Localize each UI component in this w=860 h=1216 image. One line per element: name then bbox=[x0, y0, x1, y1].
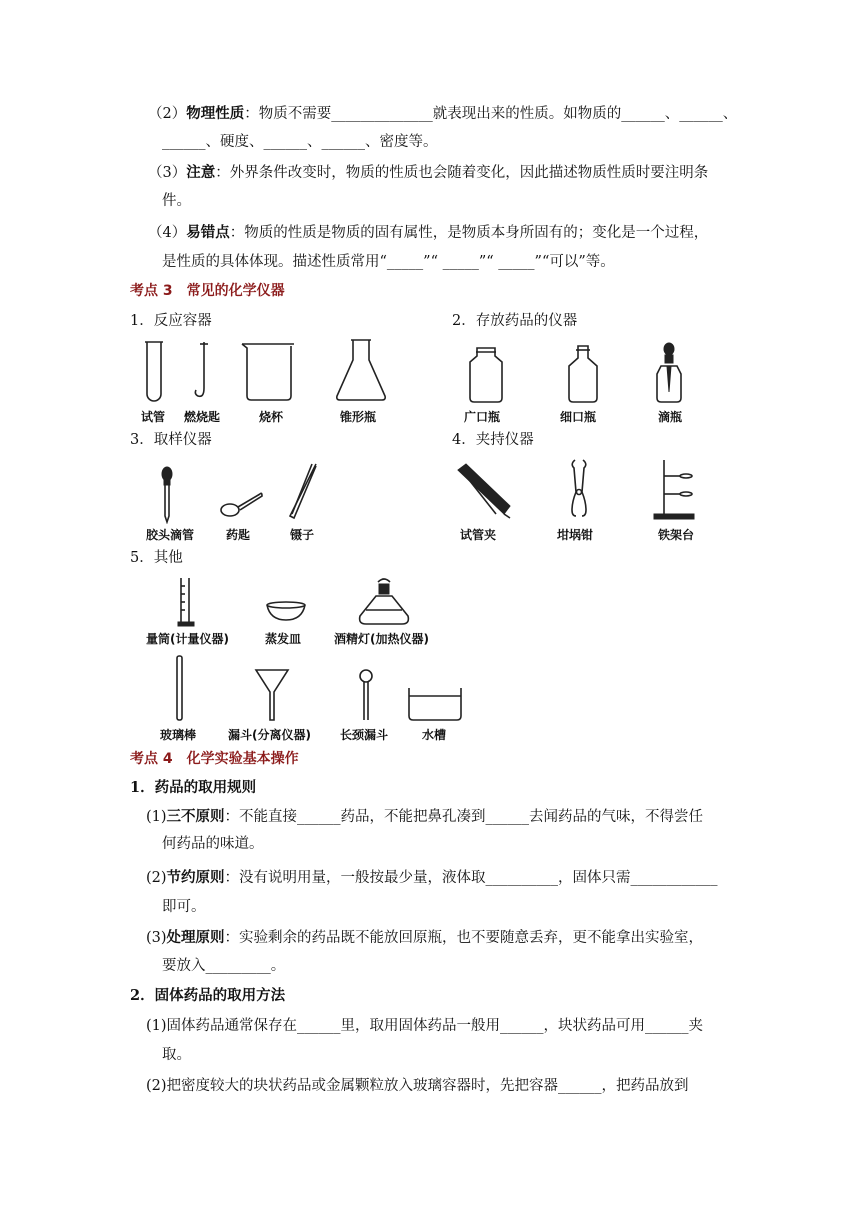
graduated-cylinder-icon bbox=[176, 576, 196, 628]
label-test-tube: 试管 bbox=[141, 410, 166, 424]
para-pitfall: （4）易错点：物质的性质是物质的固有属性，是物质本身所固有的；变化是一个过程， bbox=[148, 224, 709, 241]
group-heading-sampling: 3．取样仪器 bbox=[130, 432, 212, 448]
keyword: 注意 bbox=[186, 164, 216, 181]
funnel-icon bbox=[254, 666, 290, 722]
wide-mouth-bottle-icon bbox=[466, 346, 506, 404]
glass-rod-icon bbox=[172, 654, 188, 722]
keyword: 节约原则 bbox=[166, 869, 225, 886]
para-note: （3）注意：外界条件改变时，物质的性质也会随着变化，因此描述物质性质时要注明条 bbox=[148, 164, 709, 181]
para-pitfall-cont: 是性质的具体体现。描述性质常用“_____”“ _____”“ _____”“可以”等。 bbox=[162, 254, 615, 270]
label-long-neck-funnel: 长颈漏斗 bbox=[340, 728, 389, 742]
label-funnel: 漏斗(分离仪器) bbox=[228, 728, 311, 742]
rubber-dropper-icon bbox=[156, 466, 178, 524]
rule-disposal: (3)处理原则：实验剩余的药品既不能放回原瓶，也不要随意丢弃，更不能拿出实验室， bbox=[146, 929, 704, 946]
rule-economy-cont: 即可。 bbox=[162, 899, 206, 915]
group-heading-other: 5．其他 bbox=[130, 550, 183, 566]
keyword: 物理性质 bbox=[186, 105, 245, 122]
label-test-tube-clamp: 试管夹 bbox=[460, 528, 497, 542]
crucible-tongs-icon bbox=[564, 458, 594, 520]
label-wide-mouth-bottle: 广口瓶 bbox=[464, 410, 501, 424]
section-title-3: 考点 3 常见的化学仪器 bbox=[130, 283, 285, 299]
label-crucible-tongs: 坩埚钳 bbox=[557, 528, 594, 542]
label-conical-flask: 锥形瓶 bbox=[340, 410, 377, 424]
keyword: 三不原则 bbox=[166, 808, 225, 825]
label-narrow-mouth-bottle: 细口瓶 bbox=[560, 410, 597, 424]
label-combustion-spoon: 燃烧匙 bbox=[184, 410, 221, 424]
rule-economy: (2)节约原则：没有说明用量，一般按最少量，液体取__________，固体只需____________ bbox=[146, 869, 718, 886]
label-medicine-spoon: 药匙 bbox=[226, 528, 251, 542]
alcohol-lamp-icon bbox=[356, 576, 412, 628]
rule-three-no: (1)三不原则：不能直接______药品，不能把鼻孔凑到______去闻药品的气味，不得尝任 bbox=[146, 808, 704, 825]
tweezers-icon bbox=[286, 462, 320, 522]
para-physical-property-cont: ______、硬度、______、______、密度等。 bbox=[162, 134, 438, 150]
dropper-bottle-icon bbox=[652, 342, 686, 404]
label-iron-stand: 铁架台 bbox=[658, 528, 695, 542]
label-glass-rod: 玻璃棒 bbox=[160, 728, 197, 742]
narrow-mouth-bottle-icon bbox=[563, 344, 603, 404]
water-trough-icon bbox=[406, 686, 464, 722]
solid-step-1-cont: 取。 bbox=[162, 1047, 191, 1063]
label-evaporating-dish: 蒸发皿 bbox=[265, 632, 302, 646]
combustion-spoon-icon bbox=[190, 340, 214, 404]
keyword: 易错点 bbox=[186, 224, 230, 241]
solid-step-2: (2)把密度较大的块状药品或金属颗粒放入玻璃容器时，先把容器______，把药品放到 bbox=[146, 1078, 689, 1094]
test-tube-icon bbox=[142, 340, 166, 404]
test-tube-clamp-icon bbox=[456, 462, 512, 520]
rule-three-no-cont: 何药品的味道。 bbox=[162, 836, 264, 852]
beaker-icon bbox=[238, 340, 300, 404]
heading-solid-access: 2．固体药品的取用方法 bbox=[130, 987, 286, 1004]
group-heading-holding: 4．夹持仪器 bbox=[452, 432, 534, 448]
label-alcohol-lamp: 酒精灯(加热仪器) bbox=[334, 632, 429, 646]
label-rubber-dropper: 胶头滴管 bbox=[146, 528, 195, 542]
para-note-cont: 件。 bbox=[162, 193, 191, 209]
solid-step-1: (1)固体药品通常保存在______里，取用固体药品一般用______，块状药品可用______夹 bbox=[146, 1018, 704, 1034]
heading-access-rules: 1．药品的取用规则 bbox=[130, 779, 257, 796]
label-water-trough: 水槽 bbox=[422, 728, 447, 742]
conical-flask-icon bbox=[334, 338, 388, 404]
label-tweezers: 镊子 bbox=[290, 528, 315, 542]
evaporating-dish-icon bbox=[264, 600, 308, 624]
keyword: 处理原则 bbox=[166, 929, 225, 946]
medicine-spoon-icon bbox=[218, 490, 264, 520]
para-physical-property: （2）物理性质：物质不需要______________就表现出来的性质。如物质的______、______、 bbox=[148, 105, 738, 122]
group-heading-storage: 2．存放药品的仪器 bbox=[452, 313, 578, 329]
label-dropper-bottle: 滴瓶 bbox=[658, 410, 683, 424]
long-neck-funnel-icon bbox=[356, 668, 376, 724]
iron-stand-icon bbox=[650, 458, 698, 522]
group-heading-reaction: 1．反应容器 bbox=[130, 313, 212, 329]
rule-disposal-cont: 要放入_________。 bbox=[162, 958, 286, 974]
section-title-4: 考点 4 化学实验基本操作 bbox=[130, 751, 299, 767]
label-beaker: 烧杯 bbox=[259, 410, 284, 424]
label-graduated-cylinder: 量筒(计量仪器) bbox=[146, 632, 229, 646]
